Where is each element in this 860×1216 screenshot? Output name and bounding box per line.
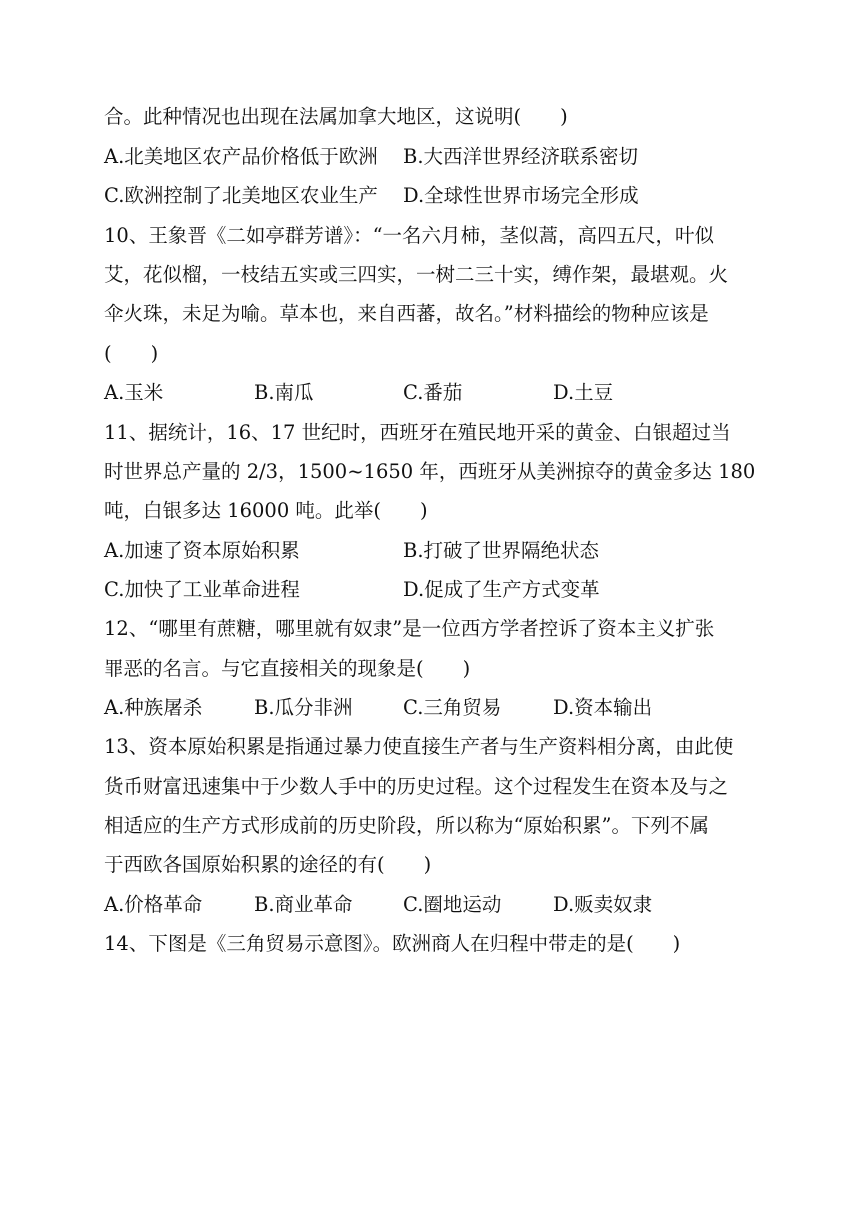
q9-option-a: A.北美地区农产品价格低于欧洲 bbox=[104, 145, 378, 168]
q13-option-b: B.商业革命 bbox=[254, 893, 353, 916]
q12-option-b: B.瓜分非洲 bbox=[254, 696, 353, 719]
q14-line-1: 14、下图是《三角贸易示意图》。欧洲商人在归程中带走的是( ) bbox=[104, 932, 681, 955]
q10-option-b: B.南瓜 bbox=[254, 381, 314, 404]
q11-line-3: 吨，白银多达 16000 吨。此举( ) bbox=[104, 499, 428, 522]
q11-option-d: D.促成了生产方式变革 bbox=[403, 578, 600, 601]
q12-option-c: C.三角贸易 bbox=[403, 696, 502, 719]
q10-line-4: ( ) bbox=[104, 342, 159, 365]
q10-option-d: D.土豆 bbox=[553, 381, 614, 404]
q10-line-1: 10、王象晋《二如亭群芳谱》：“一名六月柿，茎似蒿，高四五尺，叶似 bbox=[104, 224, 715, 247]
q9-option-d: D.全球性世界市场完全形成 bbox=[403, 184, 639, 207]
q10-option-c: C.番茄 bbox=[403, 381, 463, 404]
q12-line-1: 12、“哪里有蔗糖，哪里就有奴隶”是一位西方学者控诉了资本主义扩张 bbox=[104, 617, 715, 640]
q11-option-a: A.加速了资本原始积累 bbox=[104, 539, 300, 562]
q12-line-2: 罪恶的名言。与它直接相关的现象是( ) bbox=[104, 657, 471, 680]
q9-tail: 合。此种情况也出现在法属加拿大地区，这说明( ) bbox=[104, 105, 568, 128]
q13-option-c: C.圈地运动 bbox=[403, 893, 502, 916]
q13-line-1: 13、资本原始积累是指通过暴力使直接生产者与生产资料相分离，由此使 bbox=[104, 735, 734, 758]
q13-line-4: 于西欧各国原始积累的途径的有( ) bbox=[104, 853, 432, 876]
q11-option-b: B.打破了世界隔绝状态 bbox=[403, 539, 600, 562]
q11-option-c: C.加快了工业革命进程 bbox=[104, 578, 300, 601]
q13-line-3: 相适应的生产方式形成前的历史阶段，所以称为“原始积累”。下列不属 bbox=[104, 814, 709, 837]
q9-option-b: B.大西洋世界经济联系密切 bbox=[403, 145, 639, 168]
q13-option-a: A.价格革命 bbox=[104, 893, 203, 916]
q12-option-a: A.种族屠杀 bbox=[104, 696, 203, 719]
q9-option-c: C.欧洲控制了北美地区农业生产 bbox=[104, 184, 378, 207]
q10-line-2: 艾，花似榴，一枝结五实或三四实，一树二三十实，缚作架，最堪观。火 bbox=[104, 263, 729, 286]
q12-option-d: D.资本输出 bbox=[553, 696, 653, 719]
q10-option-a: A.玉米 bbox=[104, 381, 164, 404]
q13-line-2: 货币财富迅速集中于少数人手中的历史过程。这个过程发生在资本及与之 bbox=[104, 775, 729, 798]
q13-option-d: D.贩卖奴隶 bbox=[553, 893, 653, 916]
q10-line-3: 伞火珠，未足为喻。草本也，来自西蕃，故名。”材料描绘的物种应该是 bbox=[104, 302, 709, 325]
q11-line-2: 时世界总产量的 2/3，1500~1650 年，西班牙从美洲掠夺的黄金多达 180 bbox=[104, 460, 756, 483]
q11-line-1: 11、据统计，16、17 世纪时，西班牙在殖民地开采的黄金、白银超过当 bbox=[104, 421, 731, 444]
